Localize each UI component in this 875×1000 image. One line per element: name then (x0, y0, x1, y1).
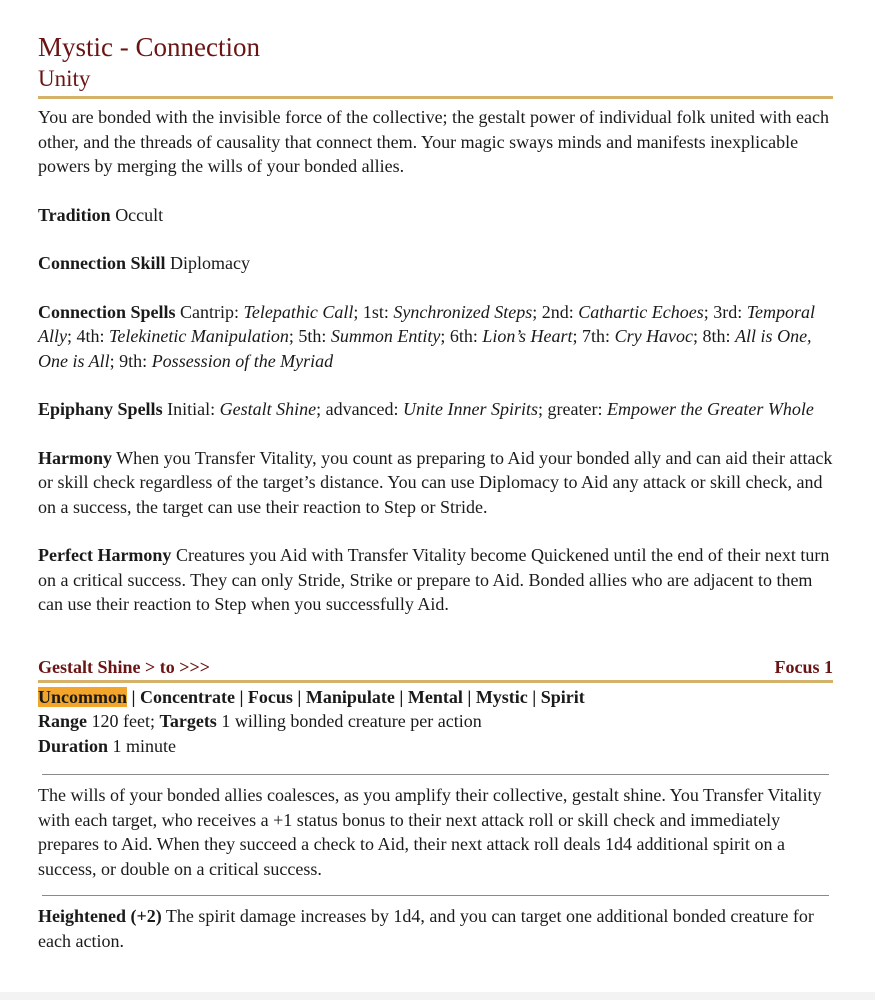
connection-skill-line (38, 251, 833, 276)
connection-spells-line (38, 300, 833, 374)
tradition-line (38, 203, 833, 228)
spell-prefix: ; 1st: (353, 301, 394, 322)
trait: Mental (407, 686, 463, 707)
trait-separator: | (527, 686, 541, 707)
trait: Focus (247, 686, 293, 707)
spell-level: Focus 1 (774, 656, 833, 677)
spell-prefix: ; 6th: (440, 326, 483, 346)
epiphany-spells-line (38, 397, 833, 422)
connection-skill-label: Connection Skill (38, 253, 166, 273)
harmony-label: Harmony (38, 447, 112, 468)
spell-name: Synchronized Steps (393, 301, 533, 322)
range-value: 120 feet; (87, 711, 160, 731)
trait: Spirit (540, 686, 585, 707)
spell-duration (38, 734, 833, 759)
range-label: Range (38, 711, 87, 731)
page-subtitle: Unity (38, 66, 91, 91)
heightened-label: Heightened (+2) (38, 906, 162, 926)
spell-name: Summon Entity (330, 326, 441, 346)
spell-name: Cry Havoc (614, 326, 694, 346)
duration-label: Duration (38, 735, 109, 756)
trait-separator: | (127, 686, 140, 707)
tradition-value: Occult (115, 204, 164, 225)
spell-prefix: ; 5th: (288, 326, 331, 346)
trait-separator: | (234, 686, 248, 707)
spell-name: Gestalt Shine (219, 399, 317, 419)
epiphany-spells-label: Epiphany Spells (38, 399, 163, 419)
spell-name: Temporal Ally (38, 301, 816, 346)
spell-prefix: Initial: (162, 399, 220, 419)
spell-name: Empower the Greater Whole (607, 399, 814, 419)
page-title: Mystic - Connection (38, 32, 260, 62)
duration-value: 1 minute (108, 735, 177, 756)
tradition-label: Tradition (38, 204, 111, 225)
spell-divider (42, 774, 829, 775)
heightened-text: The spirit damage increases by 1d4, and you can target one additional bonded creature for each action. (38, 906, 814, 951)
heightened-divider (42, 895, 829, 896)
harmony-text: When you Transfer Vitality, you count as preparing to Aid your bonded ally and can aid their attack or skill check regardless of the target’s distance. You can use Diplomacy to Aid any attack or skill check, and on a success, the target can use their reaction to Step or Stride. (38, 447, 833, 517)
trait: Manipulate (305, 686, 395, 707)
spell-header-divider (38, 680, 833, 683)
trait-separator: | (462, 686, 476, 707)
spell-prefix: ; 4th: (67, 326, 110, 346)
connection-skill-value: Diplomacy (170, 253, 251, 273)
spell-title: Gestalt Shine > to >>> (38, 656, 211, 677)
spell-name: Cathartic Echoes (578, 301, 704, 322)
trait: Concentrate (139, 686, 235, 707)
spell-header (38, 655, 833, 679)
trait-separator: | (394, 686, 408, 707)
spell-name: All is One, One is All (38, 326, 812, 371)
spell-prefix: ; 3rd: (703, 301, 747, 322)
perfect-harmony-label: Perfect Harmony (38, 545, 172, 565)
trait: Mystic (475, 686, 528, 707)
spell-name: Possession of the Myriad (151, 350, 334, 371)
spell-name: Lion’s Heart (482, 326, 573, 346)
perfect-harmony-text: Creatures you Aid with Transfer Vitality become Quickened until the end of their next turn on a critical success. They can only Stride, Strike or prepare to Aid. Bonded allies who are adjacent to them can use their reaction to Step when you successfully Aid. (38, 545, 830, 614)
spell-description: The wills of your bonded allies coalesces, as you amplify their collective, gestalt shine. You Transfer Vitality with each target, who receives a +1 status bonus to their next attack roll or skill check and immediately prepares to Aid. When they succeed a check to Aid, their next attack roll deals 1d4 additional spirit on a success, or double on a critical success. (38, 785, 822, 879)
page-bottom-edge (0, 992, 875, 1000)
targets-value: 1 willing bonded creature per action (216, 711, 482, 731)
spell-prefix: ; 7th: (572, 326, 615, 346)
spell-prefix: ; 8th: (693, 326, 736, 346)
connection-spells-label: Connection Spells (38, 301, 176, 322)
trait-uncommon: Uncommon (38, 686, 127, 707)
spell-prefix: Cantrip: (175, 301, 244, 322)
heightened-paragraph (38, 904, 833, 953)
spell-prefix: ; advanced: (316, 399, 404, 419)
spell-traits (38, 685, 833, 710)
spell-name: Telekinetic Manipulation (109, 326, 289, 346)
targets-label: Targets (159, 711, 217, 731)
title-divider (38, 96, 833, 99)
spell-prefix: ; 9th: (109, 350, 152, 371)
spell-prefix: ; greater: (538, 399, 608, 419)
spell-prefix: ; 2nd: (532, 301, 579, 322)
spell-name: Unite Inner Spirits (403, 399, 539, 419)
spell-name: Telepathic Call (243, 301, 354, 322)
spell-range-targets (38, 709, 833, 734)
perfect-harmony-paragraph (38, 543, 833, 617)
intro-paragraph: You are bonded with the invisible force of the collective; the gestalt power of individual folk united with each other, and the threads of causality that connect them. Your magic sways minds and manifests inexplicable powers by merging the wills of your bonded allies. (38, 107, 829, 176)
harmony-paragraph (38, 446, 833, 520)
trait-separator: | (292, 686, 306, 707)
